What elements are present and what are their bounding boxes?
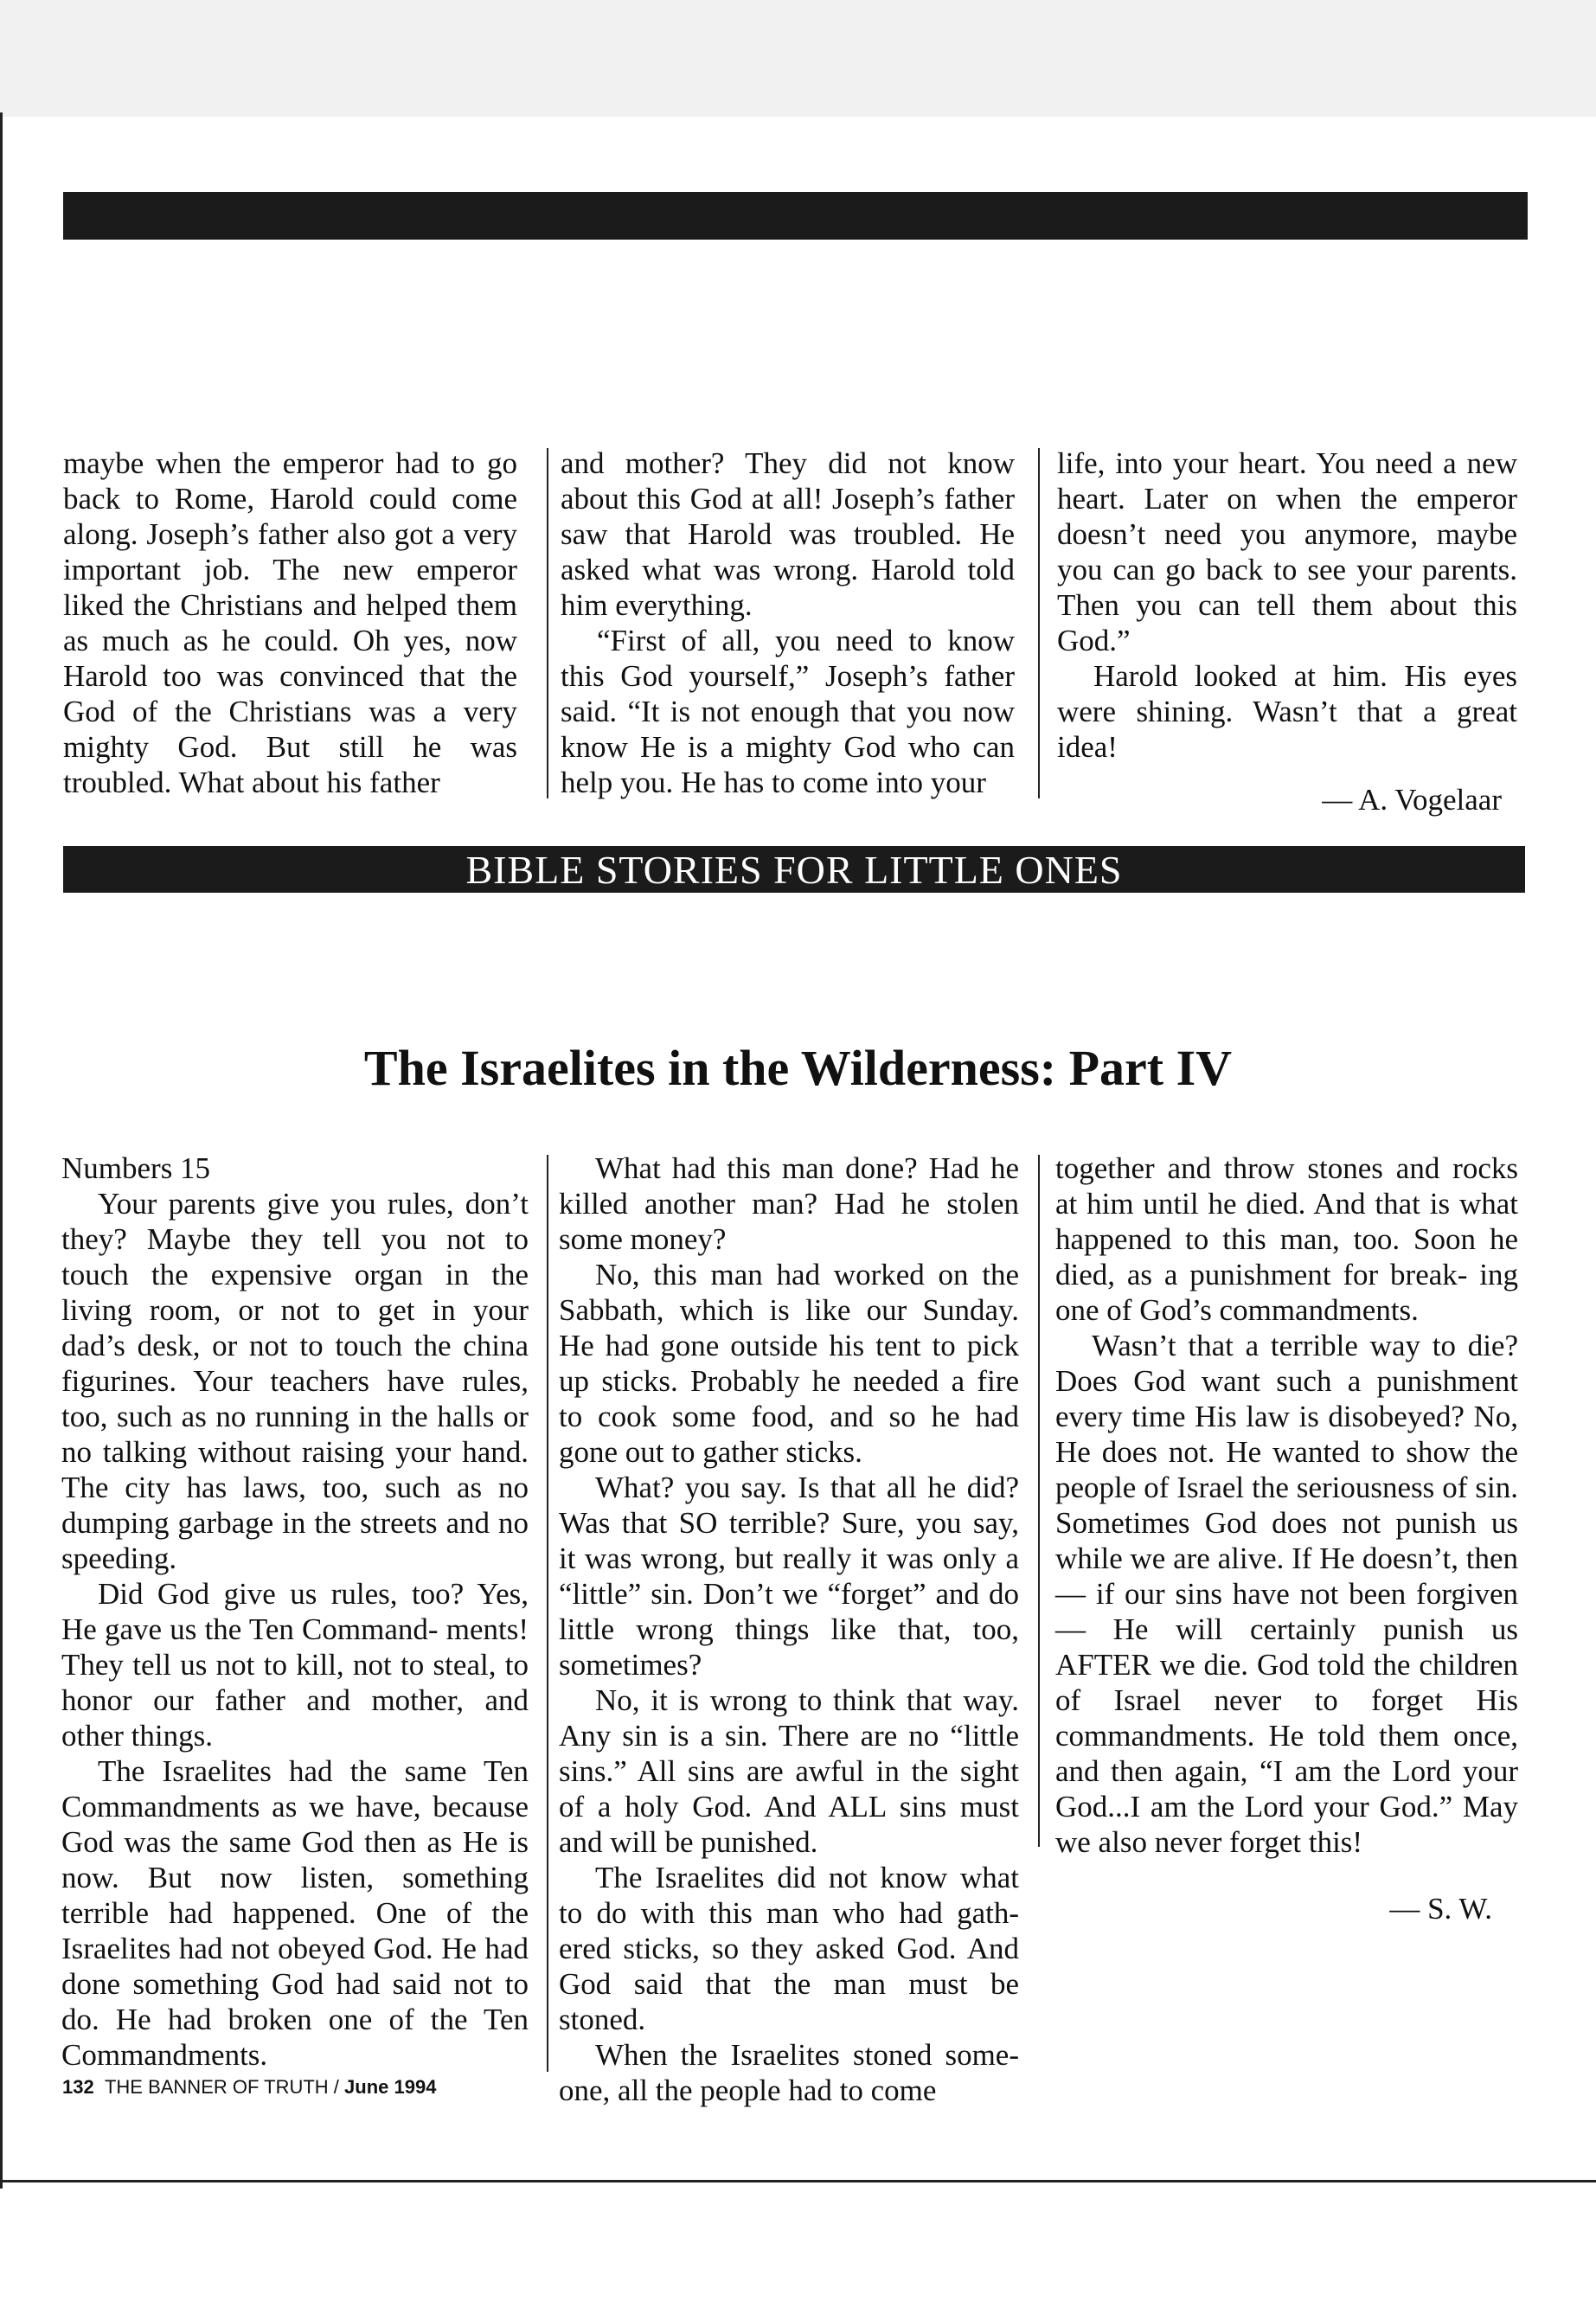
section-banner: BIBLE STORIES FOR LITTLE ONES [63,846,1525,893]
paragraph: maybe when the emperor had to go back to Rome, Harold could come along. Joseph’s father also got a very important job. The new emperor liked the Christians and helped them as much as he could. Oh yes, now Harold too was convinced that the God of the Christians was a very mighty God. But still he was troubled. What about his father [63,446,517,799]
paragraph: Did God give us rules, too? Yes, He gave us the Ten Command- ments! They tell us not to kill, not to steal, to honor our father and mother, and other things. [61,1577,529,1753]
top-story-column-3 [1057,445,1517,817]
top-story-column-2 [561,445,1015,800]
paragraph: No, this man had worked on the Sabbath, which is like our Sunday. He had gone outside his tent to pick up sticks. Probably he needed a fire to cook some food, and so he had gone out to gather sticks. [559,1258,1019,1469]
paragraph: What had this man done? Had he killed another man? Had he stolen some money? [559,1151,1019,1256]
publication-name: THE BANNER OF TRUTH / [104,2076,339,2098]
author-signature: — A. Vogelaar [1322,783,1502,817]
header-bar [63,192,1528,240]
page-footer [62,2076,436,2099]
paragraph: Wasn’t that a terrible way to die? Does God want such a punishment every time His law is disobeyed? No, He does not. He wanted to show the people of Israel the seriousness of sin. Sometimes God does not punish us while we are alive. If He doesn’t, then — if our sins have not been forgiven — He will certainly punish us AFTER we die. God told the children of Israel never to forget His commandments. He told them once, and then again, “I am the Lord your God...I am the Lord your God.” May we also never forget this! [1055,1329,1518,1859]
top-story-column-1 [63,445,517,800]
paragraph: together and throw stones and rocks at him until he died. And that is what happened to this man, too. Soon he died, as a punishment for break- ing one of God’s commandments. [1055,1151,1518,1327]
story-column-2 [559,1150,1019,2108]
paragraph: What? you say. Is that all he did? Was that SO terrible? Sure, you say, it was wrong, but really it was only a “little” sin. Don’t we “forget” and do little wrong things like that, too, sometimes? [559,1471,1019,1682]
column-divider [1038,448,1040,798]
paragraph: “First of all, you need to know this God yourself,” Joseph’s father said. “It is not enough that you now know He is a mighty God who can help you. He has to come into your [561,624,1015,799]
paragraph: No, it is wrong to think that way. Any sin is a sin. There are no “little sins.” All sins are awful in the sight of a holy God. And ALL sins must and will be punished. [559,1683,1019,1859]
scripture-reference: Numbers 15 [61,1151,211,1185]
paragraph: The Israelites did not know what to do with this man who had gath- ered sticks, so they asked God. And God said that the man must be stoned. [559,1861,1019,2036]
page-number: 132 [62,2076,94,2098]
column-divider [547,448,548,798]
page-bottom-edge [0,2180,1596,2182]
story-column-3 [1055,1150,1518,1926]
author-signature: — S. W. [1389,1892,1492,1926]
story-title: The Israelites in the Wilderness: Part IV [363,1040,1233,1096]
column-divider [1038,1155,1040,1847]
issue-date: June 1994 [344,2076,437,2098]
paragraph: When the Israelites stoned some- one, all the people had to come [559,2038,1019,2107]
scan-left-edge [0,112,3,2189]
column-divider [547,1155,548,2072]
story-column-1 [61,1150,529,2073]
page-top-margin [0,0,1596,117]
paragraph: life, into your heart. You need a new heart. Later on when the emperor doesn’t need you anymore, maybe you can go back to see your parents. Then you can tell them about this God.” [1057,446,1517,657]
paragraph: The Israelites had the same Ten Commandments as we have, because God was the same God then as He is now. But now listen, something terrible had happened. One of the Israelites had not obeyed God. He had done something God had said not to do. He had broken one of the Ten Commandments. [61,1754,529,2072]
paragraph: Your parents give you rules, don’t they? Maybe they tell you not to touch the expensive organ in the living room, or not to get in your dad’s desk, or not to touch the china figurines. Your teachers have rules, too, such as no running in the halls or no talking without raising your hand. The city has laws, too, such as no dumping garbage in the streets and no speeding. [61,1187,529,1575]
paragraph: and mother? They did not know about this God at all! Joseph’s father saw that Harold was troubled. He asked what was wrong. Harold told him everything. [561,446,1015,622]
paragraph: Harold looked at him. His eyes were shining. Wasn’t that a great idea! [1057,659,1517,764]
